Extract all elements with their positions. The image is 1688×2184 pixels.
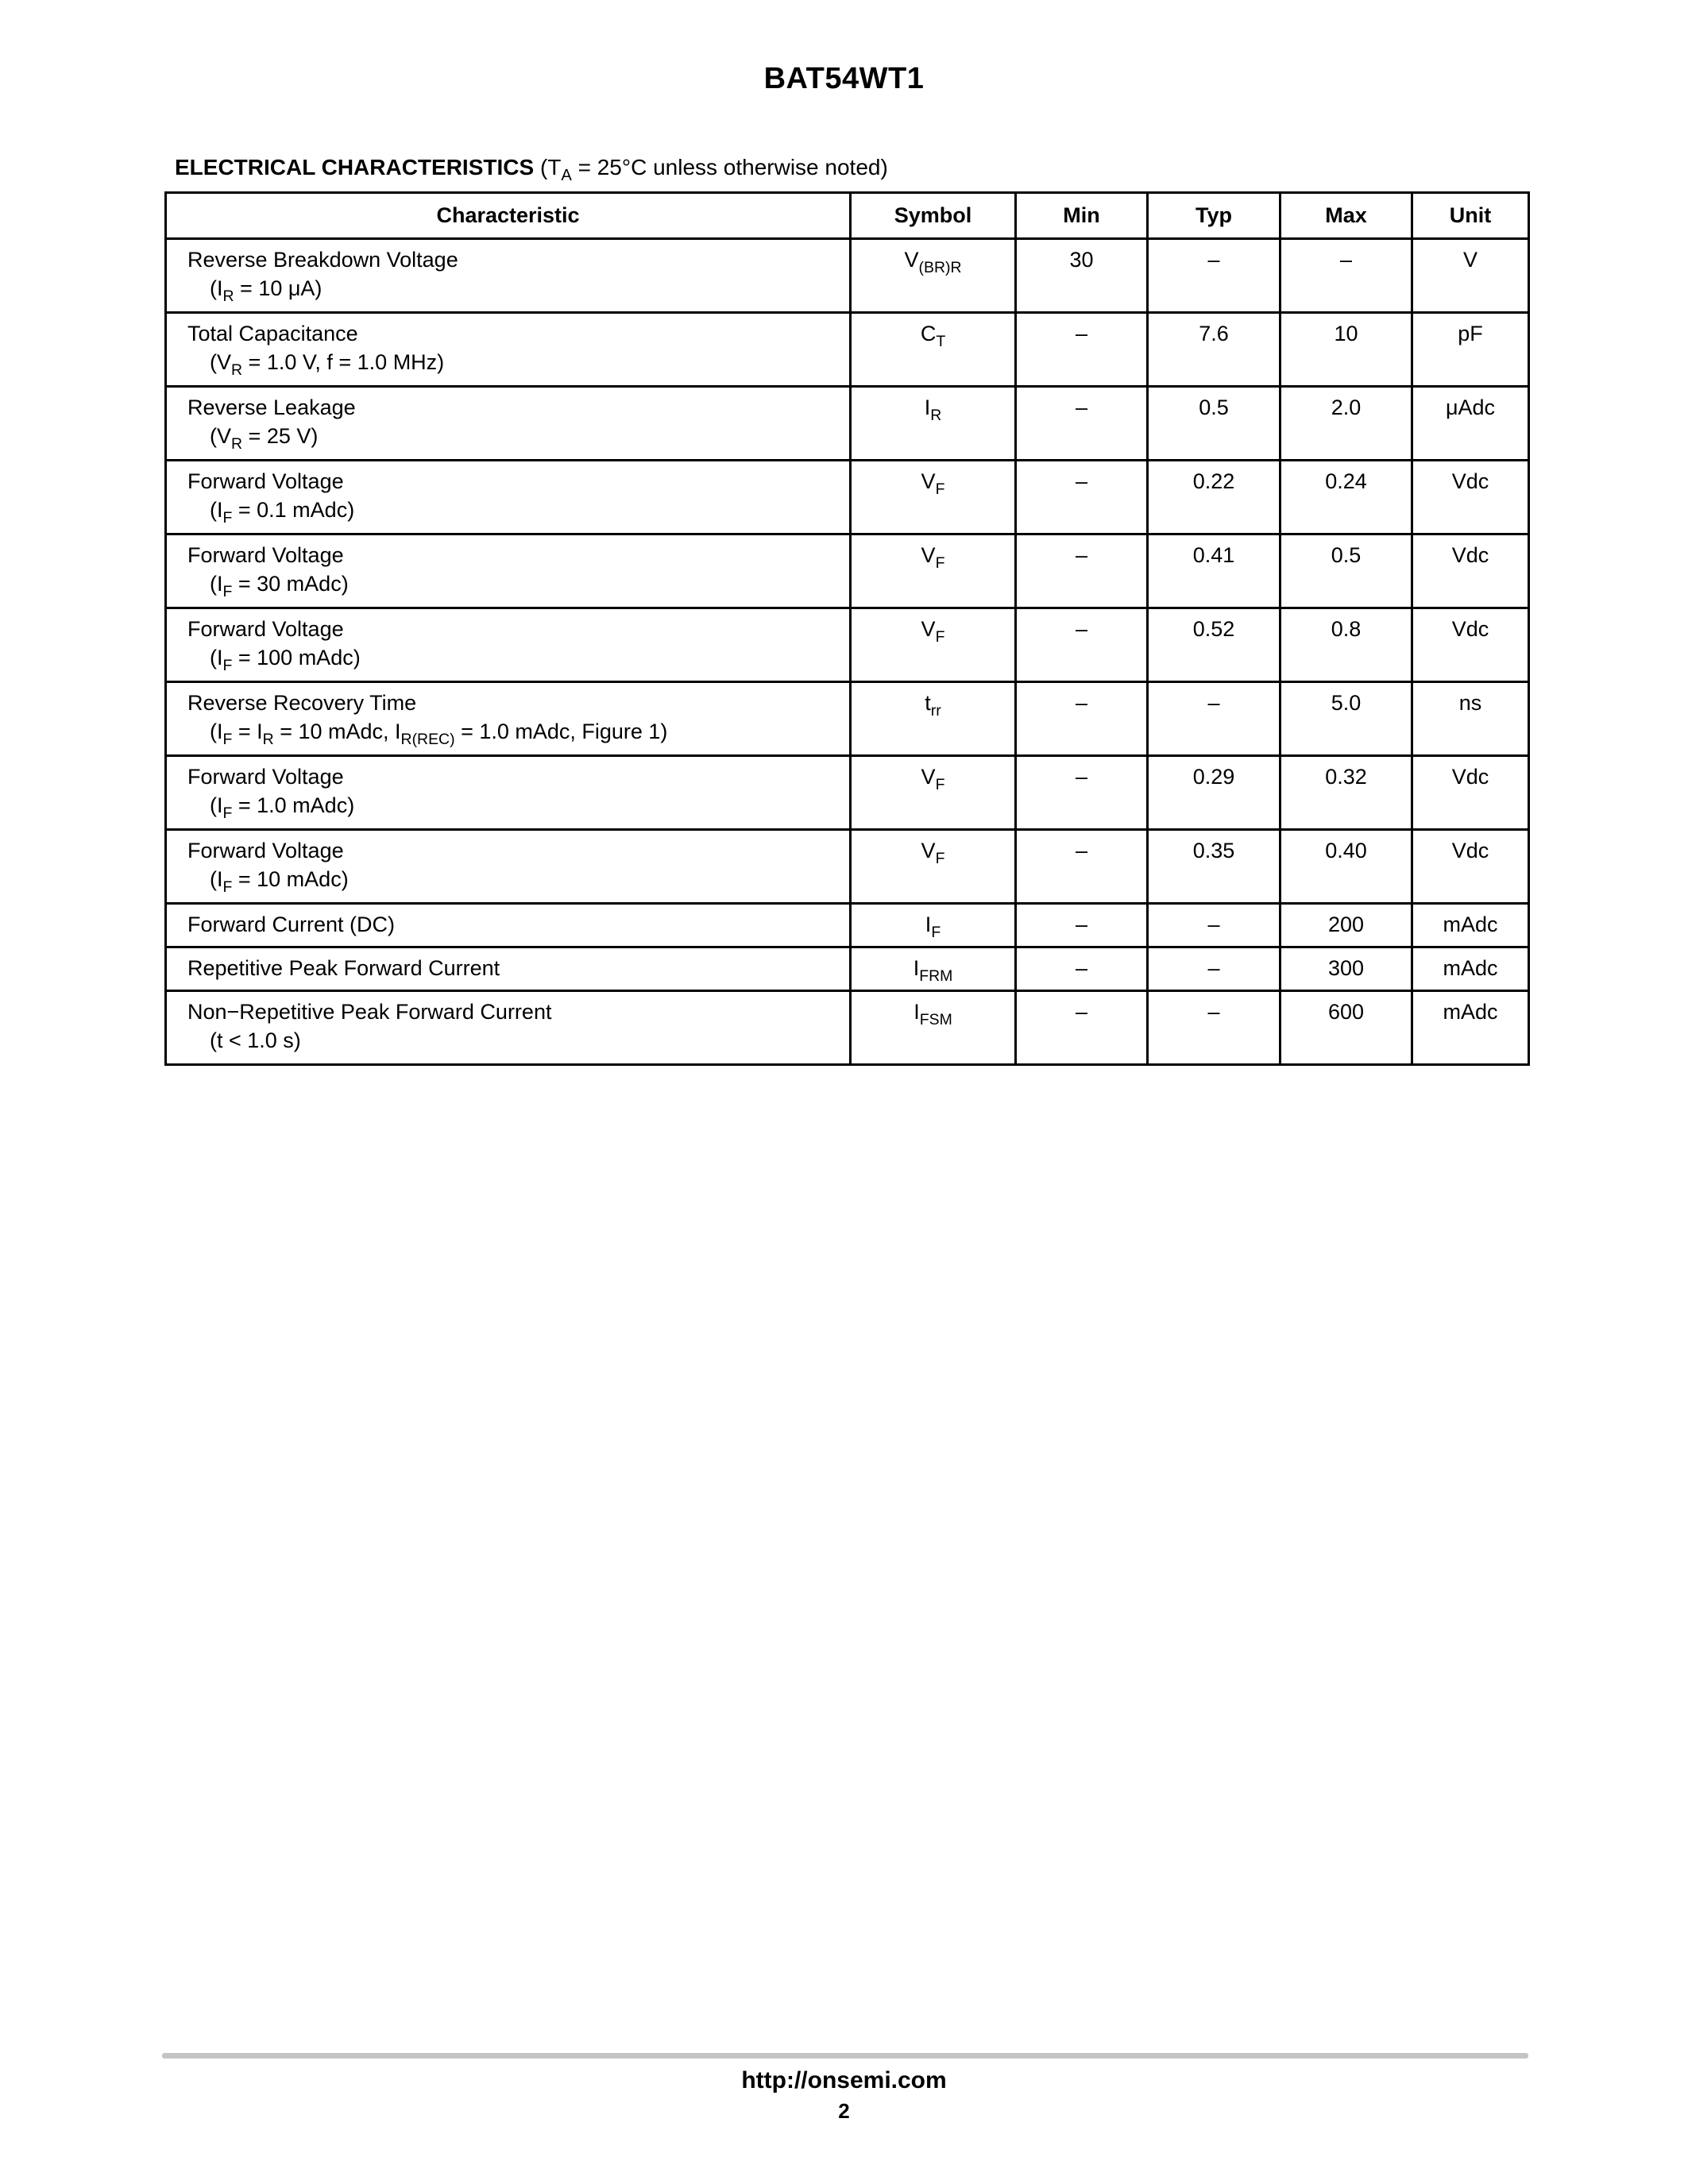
symbol-cell: [851, 682, 1016, 756]
characteristic-cell: [166, 991, 851, 1065]
characteristic-cell: [166, 534, 851, 608]
characteristic-name: Non−Repetitive Peak Forward Current: [187, 1000, 552, 1024]
footer-divider: [162, 2053, 1528, 2059]
characteristic-name: Reverse Recovery Time: [187, 691, 417, 715]
min-cell: –: [1016, 313, 1148, 387]
max-cell: 200: [1280, 904, 1412, 947]
symbol: $I_{FRM}$: [913, 956, 953, 985]
test-condition: ($I_F = 10$ mAdc): [210, 867, 349, 896]
min-cell: –: [1016, 904, 1148, 947]
symbol: $V_F$: [921, 543, 945, 572]
table-row: [166, 534, 1529, 608]
symbol: $V_F$: [921, 617, 945, 646]
unit-cell: Vdc: [1412, 608, 1529, 682]
table-row: [166, 682, 1529, 756]
test-condition: (t < 1.0 s): [210, 1028, 301, 1052]
unit-cell: Vdc: [1412, 830, 1529, 904]
max-cell: 5.0: [1280, 682, 1412, 756]
table-row: [166, 313, 1529, 387]
min-cell: –: [1016, 387, 1148, 461]
max-cell: 0.5: [1280, 534, 1412, 608]
characteristic-cell: [166, 461, 851, 534]
symbol-cell: [851, 830, 1016, 904]
unit-cell: ns: [1412, 682, 1529, 756]
characteristic-cell: [166, 904, 851, 947]
characteristic-name: Total Capacitance: [187, 322, 358, 345]
symbol-cell: [851, 947, 1016, 991]
characteristic-cell: [166, 947, 851, 991]
column-header-typ: Typ: [1148, 193, 1280, 239]
table-row: [166, 904, 1529, 947]
test-condition: ($I_F = 30$ mAdc): [210, 572, 349, 600]
typ-cell: 0.41: [1148, 534, 1280, 608]
electrical-characteristics-table: [164, 191, 1530, 1066]
test-condition: ($I_R = 10$ μA): [210, 276, 323, 305]
document-title: BAT54WT1: [763, 62, 925, 95]
characteristic-name: Forward Voltage: [187, 839, 344, 862]
characteristic-name: Forward Current (DC): [187, 913, 396, 936]
symbol: $I_{FSM}$: [914, 1000, 952, 1028]
max-cell: 600: [1280, 991, 1412, 1065]
characteristic-name: Reverse Breakdown Voltage: [187, 248, 458, 272]
min-cell: –: [1016, 830, 1148, 904]
symbol: $C_T$: [920, 322, 946, 350]
section-heading-condition: ($T_A = 25^\circ C$ unless otherwise noted): [539, 155, 888, 185]
characteristic-name: Forward Voltage: [187, 765, 344, 789]
typ-cell: 0.35: [1148, 830, 1280, 904]
symbol-cell: [851, 534, 1016, 608]
characteristic-name: Forward Voltage: [187, 469, 344, 493]
column-header-characteristic: Characteristic: [166, 193, 851, 239]
min-cell: –: [1016, 534, 1148, 608]
test-condition: ($V_R = 25$ V): [210, 424, 319, 453]
typ-cell: 7.6: [1148, 313, 1280, 387]
characteristic-cell: [166, 830, 851, 904]
characteristic-name: Forward Voltage: [187, 543, 344, 567]
symbol-cell: [851, 387, 1016, 461]
typ-cell: –: [1148, 904, 1280, 947]
characteristic-name: Repetitive Peak Forward Current: [187, 956, 500, 980]
symbol: $I_R$: [924, 396, 942, 424]
characteristic-name: Forward Voltage: [187, 617, 344, 641]
column-header-unit: Unit: [1412, 193, 1529, 239]
characteristic-cell: [166, 239, 851, 313]
table-row: [166, 239, 1529, 313]
characteristic-cell: [166, 313, 851, 387]
max-cell: –: [1280, 239, 1412, 313]
column-header-max: Max: [1280, 193, 1412, 239]
test-condition: ($I_F = 1.0$ mAdc): [210, 793, 355, 822]
min-cell: –: [1016, 461, 1148, 534]
characteristic-cell: [166, 756, 851, 830]
typ-cell: –: [1148, 991, 1280, 1065]
typ-cell: 0.29: [1148, 756, 1280, 830]
symbol-cell: [851, 991, 1016, 1065]
symbol-cell: [851, 904, 1016, 947]
footer-url[interactable]: http://onsemi.com: [741, 2067, 947, 2093]
page-number: 2: [838, 2099, 850, 2123]
symbol: $V_F$: [921, 469, 945, 498]
unit-cell: μAdc: [1412, 387, 1529, 461]
max-cell: 0.32: [1280, 756, 1412, 830]
typ-cell: –: [1148, 682, 1280, 756]
characteristic-cell: [166, 608, 851, 682]
min-cell: –: [1016, 991, 1148, 1065]
table-row: [166, 461, 1529, 534]
min-cell: –: [1016, 756, 1148, 830]
symbol: $V_F$: [921, 765, 945, 793]
typ-cell: –: [1148, 239, 1280, 313]
unit-cell: mAdc: [1412, 991, 1529, 1065]
min-cell: 30: [1016, 239, 1148, 313]
unit-cell: mAdc: [1412, 904, 1529, 947]
table-row: [166, 991, 1529, 1065]
column-header-min: Min: [1016, 193, 1148, 239]
characteristic-name: Reverse Leakage: [187, 396, 356, 419]
max-cell: 2.0: [1280, 387, 1412, 461]
max-cell: 0.24: [1280, 461, 1412, 534]
table-row: [166, 608, 1529, 682]
symbol-cell: [851, 313, 1016, 387]
unit-cell: Vdc: [1412, 461, 1529, 534]
test-condition: ($V_R = 1.0$ V, f = 1.0 MHz): [210, 350, 445, 379]
test-condition: ($I_F = 100$ mAdc): [210, 646, 361, 674]
characteristic-cell: [166, 387, 851, 461]
section-heading-label: ELECTRICAL CHARACTERISTICS: [175, 155, 535, 179]
table-header-row: [166, 193, 1529, 239]
symbol: $t_{rr}$: [925, 691, 941, 720]
column-header-symbol: Symbol: [851, 193, 1016, 239]
table-row: [166, 756, 1529, 830]
unit-cell: Vdc: [1412, 756, 1529, 830]
symbol: $V_F$: [921, 839, 945, 867]
typ-cell: 0.52: [1148, 608, 1280, 682]
symbol-cell: [851, 239, 1016, 313]
max-cell: 10: [1280, 313, 1412, 387]
symbol-cell: [851, 756, 1016, 830]
table-row: [166, 830, 1529, 904]
min-cell: –: [1016, 947, 1148, 991]
typ-cell: 0.5: [1148, 387, 1280, 461]
symbol-cell: [851, 461, 1016, 534]
min-cell: –: [1016, 682, 1148, 756]
test-condition: ($I_F = I_R = 10$ mAdc, $I_{R(REC)} = 1.0$ mAdc, Figure 1): [210, 720, 668, 748]
symbol-cell: [851, 608, 1016, 682]
max-cell: 0.40: [1280, 830, 1412, 904]
typ-cell: –: [1148, 947, 1280, 991]
table-row: [166, 947, 1529, 991]
section-heading: [175, 155, 888, 185]
symbol: $I_F$: [925, 913, 941, 941]
min-cell: –: [1016, 608, 1148, 682]
unit-cell: Vdc: [1412, 534, 1529, 608]
table-row: [166, 387, 1529, 461]
test-condition: ($I_F = 0.1$ mAdc): [210, 498, 355, 527]
symbol: $V_{(BR)R}$: [904, 248, 962, 276]
unit-cell: pF: [1412, 313, 1529, 387]
typ-cell: 0.22: [1148, 461, 1280, 534]
max-cell: 0.8: [1280, 608, 1412, 682]
characteristic-cell: [166, 682, 851, 756]
unit-cell: mAdc: [1412, 947, 1529, 991]
max-cell: 300: [1280, 947, 1412, 991]
unit-cell: V: [1412, 239, 1529, 313]
